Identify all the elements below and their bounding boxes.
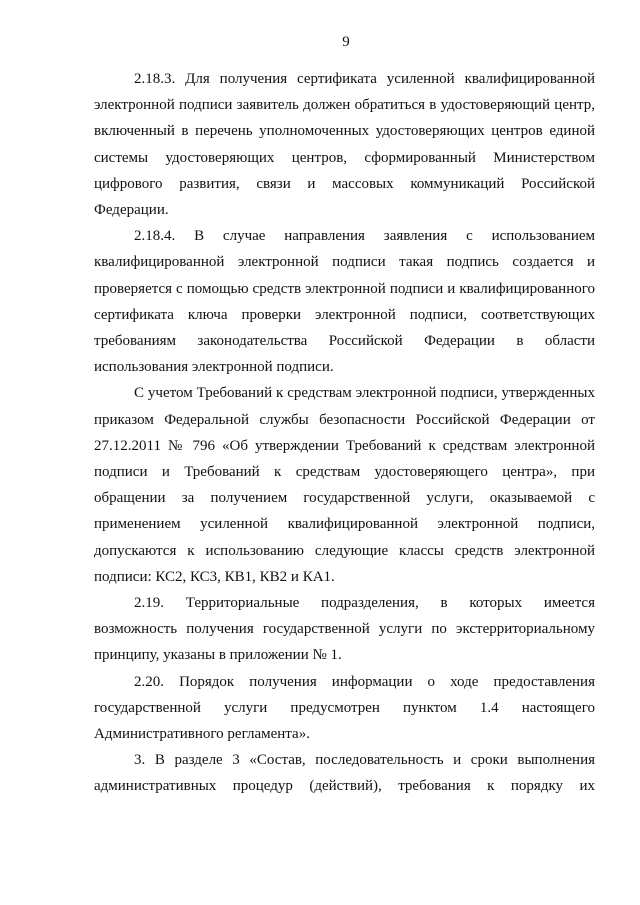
text-line: С учетом Требований к средствам электронной подписи, утвержденных — [134, 385, 595, 402]
text-line: электронной подписи заявитель должен обратиться в удостоверяющий центр, — [94, 97, 595, 114]
text-line: Федерации. — [94, 202, 169, 219]
text-line: 27.12.2011 № 796 «Об утверждении Требований к средствам электронной — [94, 437, 595, 454]
text-line: цифрового развития, связи и массовых коммуникаций Российской — [94, 175, 595, 192]
paragraph-2-18-3 — [94, 66, 595, 223]
text-line: использования электронной подписи. — [94, 359, 334, 376]
text-line: административных процедур (действий), требования к порядку их — [94, 778, 595, 795]
text-line: включенный в перечень уполномоченных удостоверяющих центров единой — [94, 123, 595, 140]
text-line: требованиям законодательства Российской Федерации в области — [94, 333, 595, 350]
text-line: Административного регламента». — [94, 726, 310, 743]
document-body — [94, 66, 595, 800]
text-line: принципу, указаны в приложении № 1. — [94, 647, 342, 664]
text-line: сертификата ключа проверки электронной подписи, соответствующих — [94, 306, 595, 323]
text-line: 2.19. Территориальные подразделения, в которых имеется — [134, 595, 595, 612]
text-line: 3. В разделе 3 «Состав, последовательность и сроки выполнения — [134, 752, 595, 769]
text-line: допускаются к использованию следующие классы средств электронной — [94, 542, 595, 559]
text-line: государственной услуги предусмотрен пунктом 1.4 настоящего — [94, 699, 595, 716]
text-line: системы удостоверяющих центров, сформированный Министерством — [94, 149, 595, 166]
text-line: проверяется с помощью средств электронной подписи и квалифицированного — [94, 280, 595, 297]
text-line: подписи: КС2, КС3, КВ1, КВ2 и КА1. — [94, 568, 335, 585]
text-line: возможность получения государственной услуги по экстерриториальному — [94, 621, 595, 638]
text-line: квалифицированной электронной подписи такая подпись создается и — [94, 254, 595, 271]
text-line: подписи и Требований к средствам удостоверяющего центра», при — [94, 464, 595, 481]
paragraph-2-18-4 — [94, 223, 595, 380]
text-line: 2.20. Порядок получения информации о ходе предоставления — [134, 673, 595, 690]
paragraph-2-20 — [94, 669, 595, 748]
text-line: приказом Федеральной службы безопасности Российской Федерации от — [94, 411, 595, 428]
paragraph-requirements — [94, 380, 595, 590]
text-line: применением усиленной квалифицированной электронной подписи, — [94, 516, 595, 533]
text-line: обращении за получением государственной услуги, оказываемой с — [94, 490, 595, 507]
paragraph-section-3 — [94, 747, 595, 799]
text-line: 2.18.3. Для получения сертификата усиленной квалифицированной — [134, 71, 595, 87]
paragraph-2-19 — [94, 590, 595, 669]
text-line: 2.18.4. В случае направления заявления с использованием — [134, 228, 595, 245]
page-number: 9 — [342, 34, 350, 50]
